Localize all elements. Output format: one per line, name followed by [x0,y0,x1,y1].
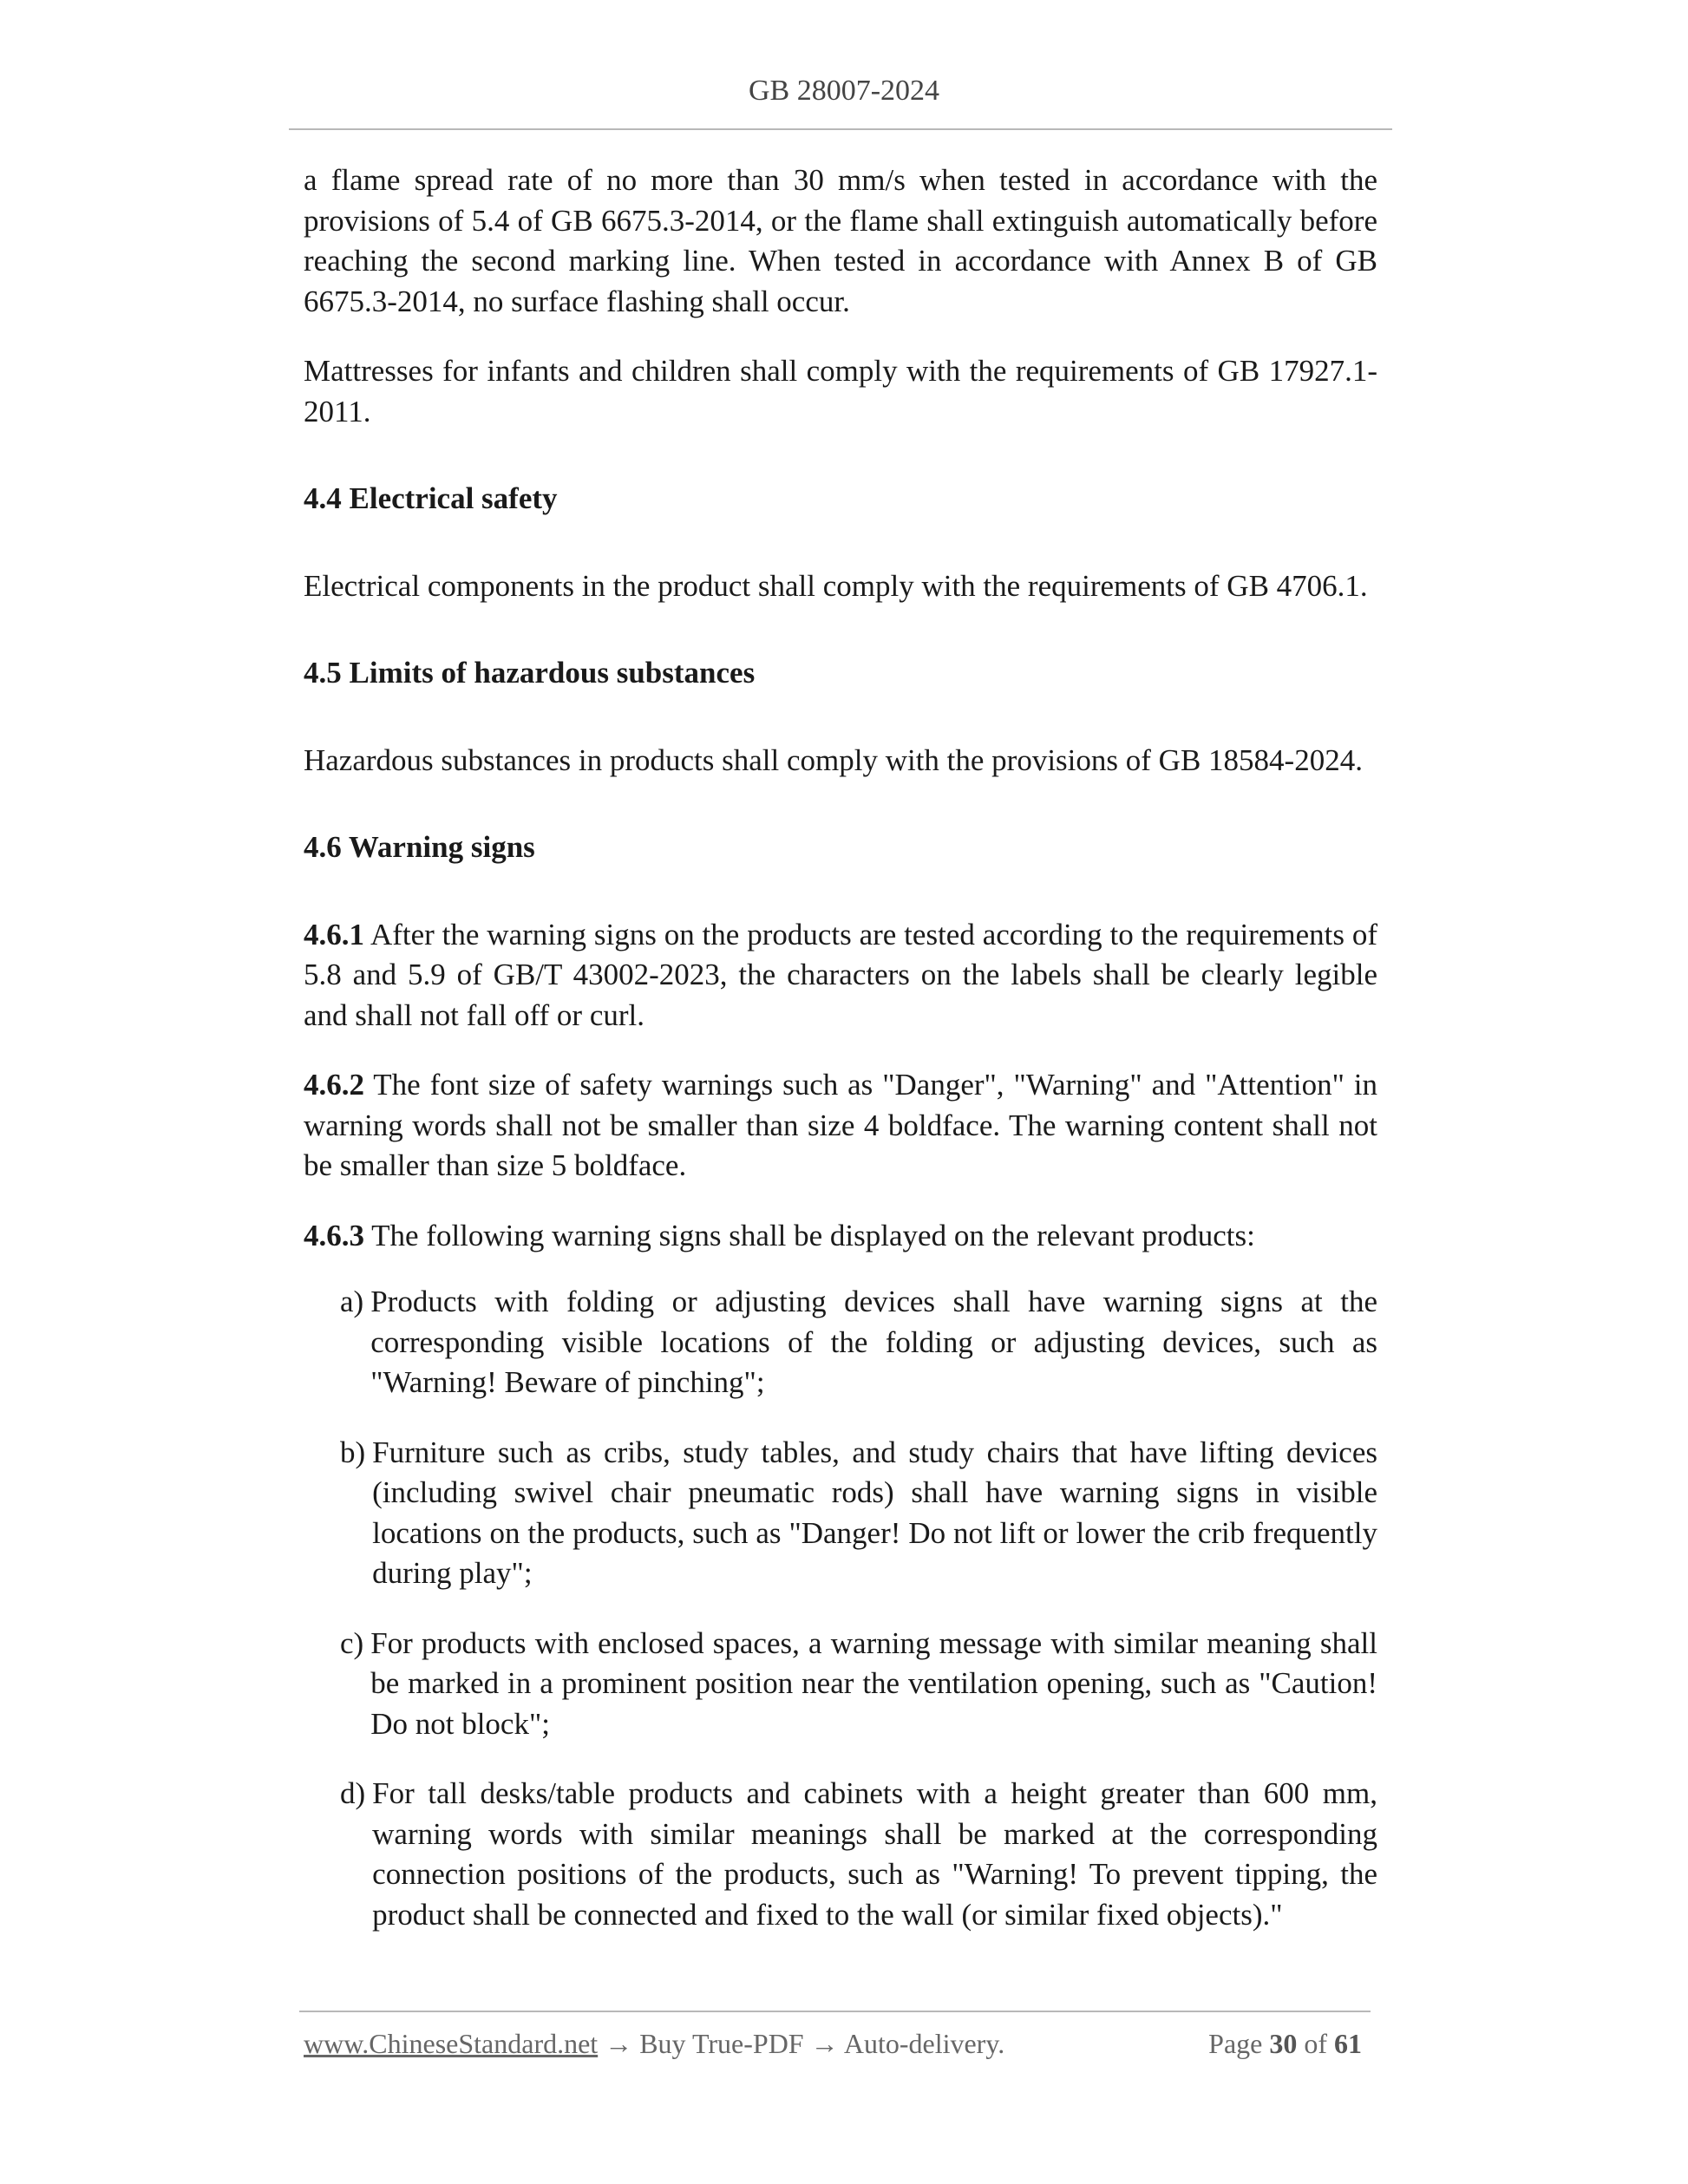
list-item-text: For tall desks/table products and cabinets with a height greater than 600 mm, warning words with similar meanings shall be marked at the corresponding connection positions of the products, such as "Warning! To prevent tipping, the product shall be connected and fixed to the wall (or similar fixed objects)." [372,1776,1377,1932]
page-word: Page [1208,2028,1263,2059]
list-item [340,1433,1377,1594]
paragraph-electrical: Electrical components in the product shall comply with the requirements of GB 4706.1. [304,568,1368,603]
heading-4-6: 4.6 Warning signs [304,830,535,864]
heading-4-5: 4.5 Limits of hazardous substances [304,656,756,690]
clause-text: After the warning signs on the products are tested according to the requirements of 5.8 and 5.9 of GB/T 43002-2023, the characters on the labels shall be clearly legible and shall not fall off or curl. [304,917,1378,1032]
list-item-label: b) [340,1435,366,1469]
page-number: 30 [1269,2028,1298,2059]
page-indicator [1208,2028,1362,2060]
header-divider [289,128,1392,130]
paragraph-mattresses: Mattresses for infants and children shall comply with the requirements of GB 17927.1-2011. [304,354,1377,428]
heading-4-4: 4.4 Electrical safety [304,481,558,515]
footer-divider [299,2011,1371,2012]
clause-number: 4.6.3 [304,1218,364,1252]
list-item [340,1282,1377,1403]
list-item-text: Products with folding or adjusting devices shall have warning signs at the corresponding visible locations of the folding or adjusting devices, such as "Warning! Beware of pinching"; [370,1285,1377,1399]
list-item-label: d) [340,1776,366,1810]
clause-4-6-3 [304,1216,1377,1257]
of-word: of [1304,2028,1327,2059]
page-content [304,160,1377,1935]
clause-4-6-2 [304,1065,1377,1187]
clause-number: 4.6.1 [304,917,364,951]
clause-text: The following warning signs shall be displayed on the relevant products: [371,1218,1255,1252]
page-footer [304,2028,1371,2068]
clause-number: 4.6.2 [304,1068,364,1102]
warning-list [304,1282,1377,1935]
clause-4-6-1 [304,915,1377,1036]
paragraph-flame-spread: a flame spread rate of no more than 30 mm/s when tested in accordance with the provisions of 5.4 of GB 6675.3-2014, or the flame shall extinguish automatically before reaching the second marking line. When tested in accordance with Annex B of GB 6675.3-2014, no surface flashing shall occur. [304,163,1377,318]
paragraph-hazardous: Hazardous substances in products shall comply with the provisions of GB 18584-2024. [304,742,1363,777]
clause-text: The font size of safety warnings such as "Danger", "Warning" and "Attention" in warning words shall not be smaller than size 4 boldface. The warning content shall not be smaller than size 5 boldface. [304,1068,1377,1182]
website-link[interactable]: www.ChineseStandard.net [304,2028,599,2059]
list-item [340,1624,1377,1745]
list-item-text: Furniture such as cribs, study tables, and study chairs that have lifting devices (including swivel chair pneumatic rods) shall have warning signs in visible locations on the products, such as "Danger! Do not lift or lower the crib frequently during play"; [372,1435,1377,1590]
page-header: GB 28007-2024 [748,75,940,107]
arrow-right-icon: → [810,2028,839,2059]
delivery-text: Auto-delivery. [843,2028,1005,2059]
arrow-right-icon: → [605,2028,633,2059]
list-item-label: c) [340,1625,364,1660]
list-item-label: a) [340,1285,364,1318]
list-item-text: For products with enclosed spaces, a warning message with similar meaning shall be marked in a prominent position near the ventilation opening, such as "Caution! Do not block"; [370,1625,1377,1741]
footer-left [304,2028,1004,2060]
page-total: 61 [1334,2028,1362,2059]
list-item [340,1774,1377,1935]
buy-text: Buy True-PDF [639,2028,804,2059]
